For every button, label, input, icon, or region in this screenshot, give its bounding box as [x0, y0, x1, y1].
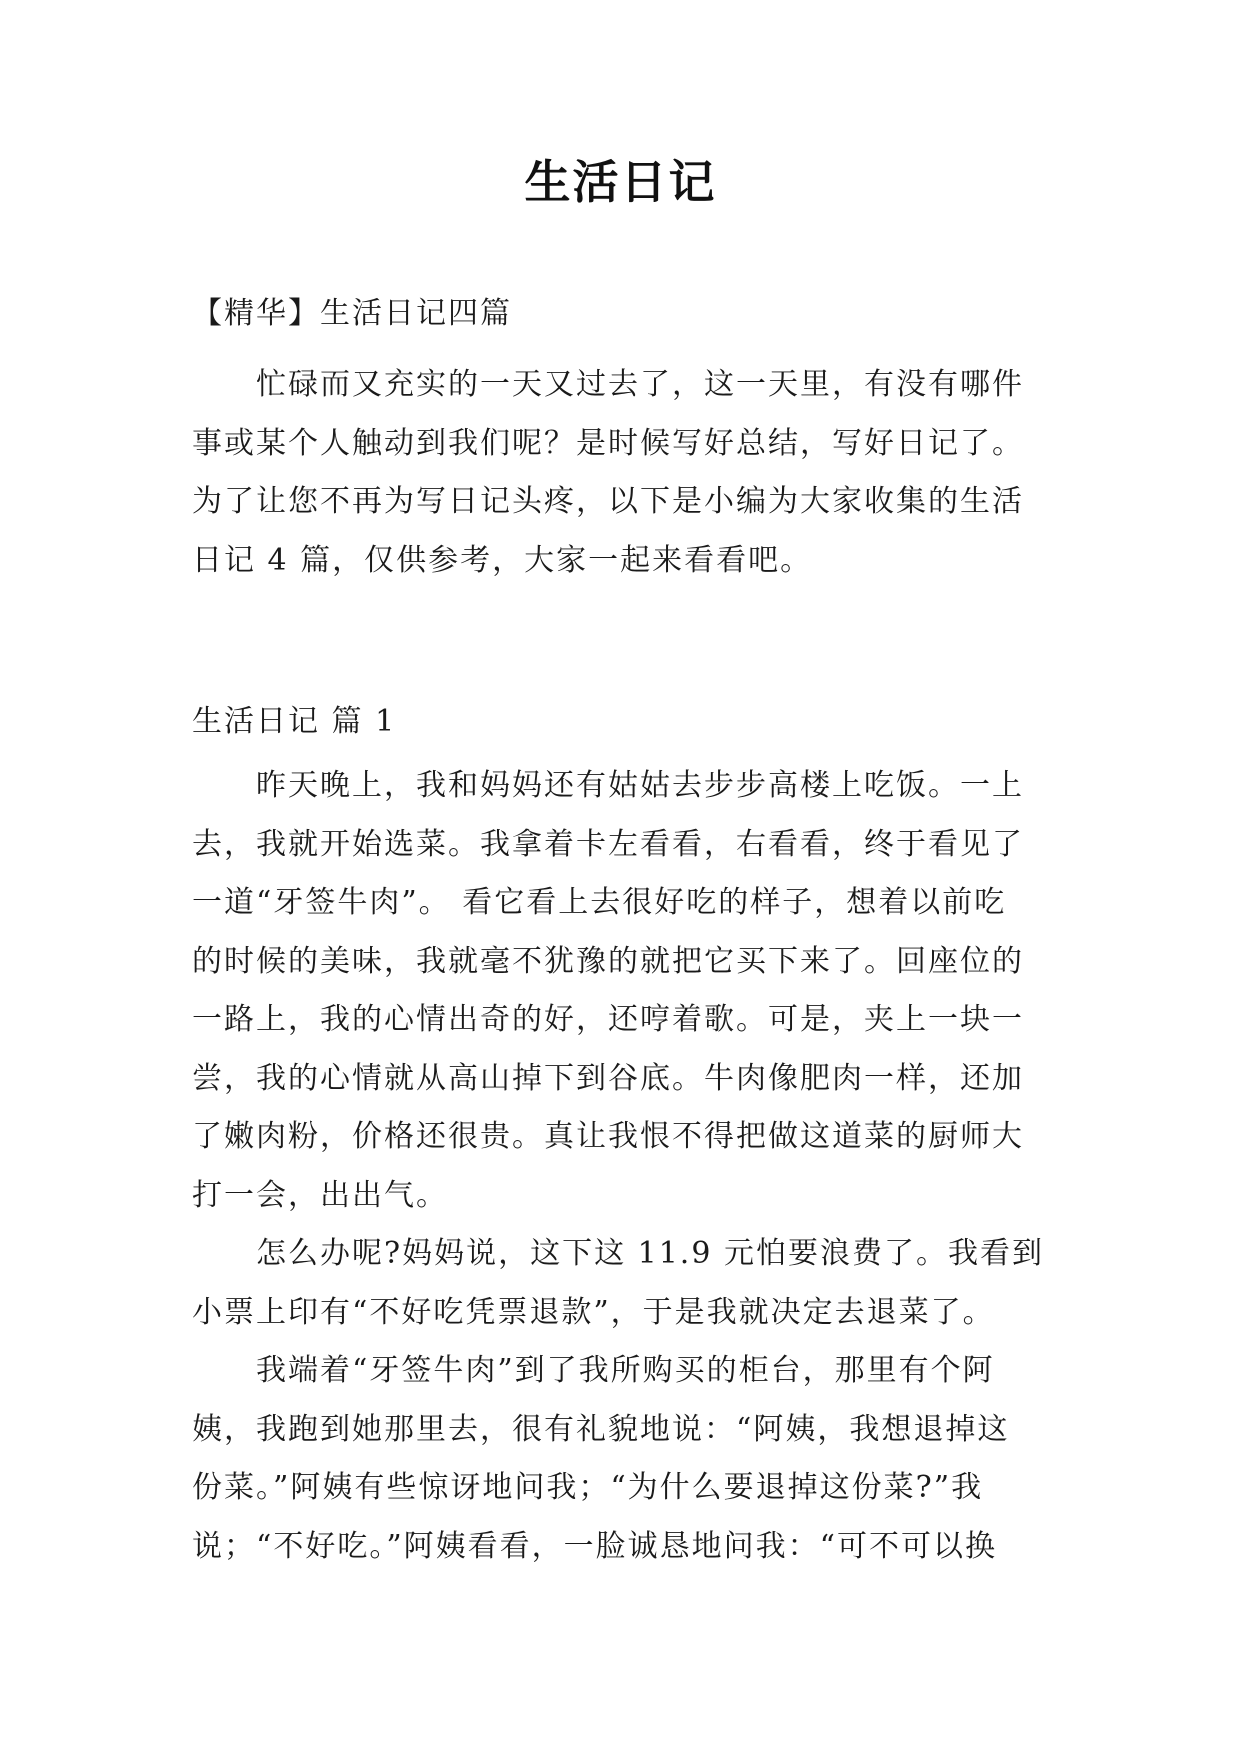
paragraph-line: 说；“不好吃。”阿姨看看，一脸诚恳地问我：“可不可以换: [192, 1528, 998, 1564]
paragraph-line: 尝，我的心情就从高山掉下到谷底。牛肉像肥肉一样，还加: [192, 1060, 1024, 1096]
body-paragraph-1: [192, 757, 1072, 1225]
intro-line: 事或某个人触动到我们呢？是时候写好总结，写好日记了。: [192, 425, 1024, 461]
paragraph-line: 打一会，出出气。: [192, 1177, 448, 1213]
intro-line: 为了让您不再为写日记头疼，以下是小编为大家收集的生活: [192, 484, 1024, 519]
document-subtitle: 【精华】生活日记四篇: [192, 296, 512, 331]
body-paragraph-3: [192, 1342, 1072, 1576]
body-paragraph-2: [192, 1225, 1072, 1342]
paragraph-line: 一路上，我的心情出奇的好，还哼着歌。可是，夹上一块一: [192, 1002, 1024, 1037]
paragraph-line: 的时候的美味，我就毫不犹豫的就把它买下来了。回座位的: [192, 943, 1024, 979]
document-title: 生活日记: [524, 155, 717, 209]
paragraph-line: 小票上印有“不好吃凭票退款”，于是我就决定去退菜了。: [192, 1294, 995, 1330]
paragraph-line: 我端着“牙签牛肉”到了我所购买的柜台，那里有个阿: [256, 1353, 995, 1388]
paragraph-line: 怎么办呢?妈妈说，这下这 11.9 元怕要浪费了。我看到: [256, 1236, 1044, 1271]
intro-line: 忙碌而又充实的一天又过去了，这一天里，有没有哪件: [256, 367, 1024, 402]
section-heading: 生活日记 篇 1: [192, 704, 397, 739]
paragraph-line: 一道“牙签牛肉”。 看它看上去很好吃的样子，想着以前吃: [192, 885, 1007, 920]
paragraph-line: 昨天晚上，我和妈妈还有姑姑去步步高楼上吃饭。一上: [256, 768, 1024, 803]
paragraph-line: 份菜。”阿姨有些惊讶地问我；“为什么要退掉这份菜?”我: [192, 1470, 984, 1505]
paragraph-line: 了嫩肉粉，价格还很贵。真让我恨不得把做这道菜的厨师大: [192, 1119, 1024, 1154]
intro-paragraph: [192, 356, 1072, 590]
intro-line: 日记 4 篇，仅供参考，大家一起来看看吧。: [192, 542, 813, 578]
paragraph-line: 姨，我跑到她那里去，很有礼貌地说：“阿姨，我想退掉这: [192, 1411, 1010, 1447]
paragraph-line: 去，我就开始选菜。我拿着卡左看看，右看看，终于看见了: [192, 826, 1024, 862]
